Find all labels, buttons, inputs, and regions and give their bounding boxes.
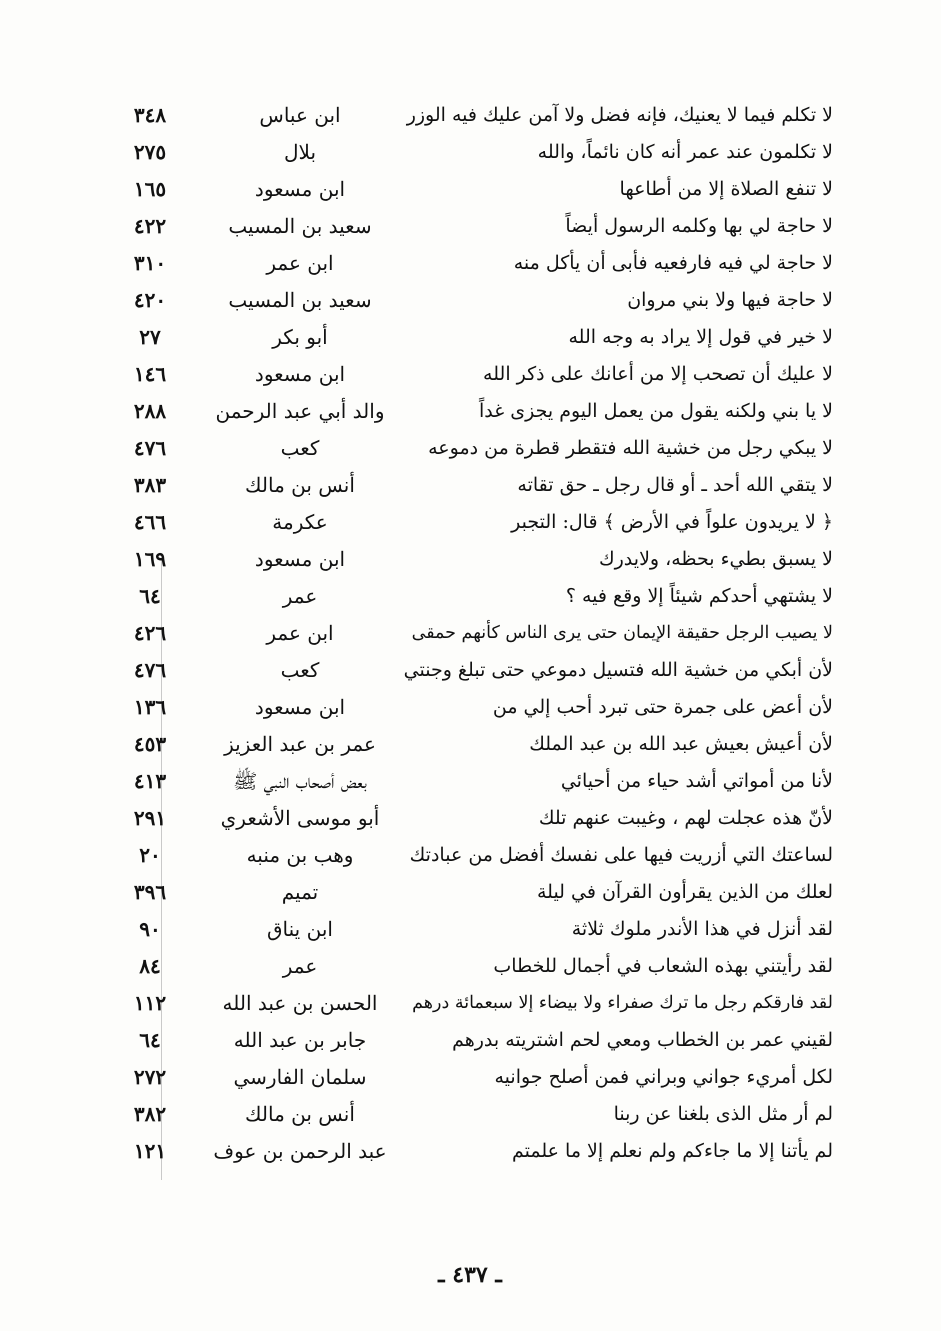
narrator-name: أبو موسى الأشعري <box>220 806 380 830</box>
saying-text: لا يا بني ولكنه يقول من يعمل اليوم يجزى غداً <box>479 400 833 422</box>
narrator-name: ابن عمر <box>266 621 334 645</box>
index-row <box>0 504 941 541</box>
index-table <box>0 97 941 1170</box>
page-reference: ٣٨٢ <box>133 1102 167 1126</box>
page-reference: ١٦٥ <box>133 177 167 201</box>
page-reference: ٣٩٦ <box>133 880 167 904</box>
index-row <box>0 985 941 1022</box>
page-reference: ٨٤ <box>139 954 161 978</box>
saying-text: لا يسبق بطيء بحظه، ولايدرك <box>598 548 833 570</box>
index-row <box>0 282 941 319</box>
narrator-name: ابن عمر <box>266 251 334 275</box>
index-row <box>0 726 941 763</box>
saying-text: لقد فارقكم رجل ما ترك صفراء ولا بيضاء إلا سبعمائة درهم <box>412 993 833 1013</box>
saying-text: لا تكلم فيما لا يعنيك، فإنه فضل ولا آمن عليك فيه الوزر <box>406 104 833 126</box>
saying-text: لا يبكي رجل من خشية الله فتقطر قطرة من دموعه <box>428 437 833 459</box>
page-reference: ٣٨٣ <box>133 473 167 497</box>
page-number: ـ ٤٣٧ ـ <box>438 1262 502 1288</box>
index-row <box>0 208 941 245</box>
page-reference: ٤١٣ <box>133 769 167 793</box>
index-row <box>0 911 941 948</box>
page-reference: ٤٥٣ <box>133 732 167 756</box>
page-reference: ٢٧٥ <box>133 140 167 164</box>
saying-text: لا حاجة لي بها وكلمه الرسول أيضاً <box>565 215 833 237</box>
page-reference: ٩٠ <box>139 917 161 941</box>
narrator-name: الحسن بن عبد الله <box>222 991 378 1015</box>
saying-text: لا تكلمون عند عمر أنه كان نائماً، والله <box>537 141 833 163</box>
index-row <box>0 578 941 615</box>
saying-text: لم أر مثل الذى بلغنا عن ربنا <box>613 1103 833 1125</box>
index-row <box>0 874 941 911</box>
narrator-name: ابن مسعود <box>254 695 346 719</box>
saying-text: لأن أعض على جمرة حتى تبرد أحب إلي من <box>492 696 833 718</box>
page-reference: ٣١٠ <box>133 251 167 275</box>
narrator-name: سعيد بن المسيب <box>228 288 372 312</box>
index-row <box>0 541 941 578</box>
saying-text: ﴿ لا يريدون علواً في الأرض ﴾ قال: التجبر <box>511 511 833 533</box>
saying-text: لا حاجة لي فيه فارفعيه فأبى أن يأكل منه <box>513 252 833 274</box>
narrator-name: عكرمة <box>272 510 328 534</box>
page-reference: ١٣٦ <box>133 695 167 719</box>
saying-text: لا يصيب الرجل حقيقة الإيمان حتى يرى الناس كأنهم حمقى <box>411 623 833 643</box>
page-reference: ١٢١ <box>133 1139 167 1163</box>
narrator-name: ابن مسعود <box>254 362 346 386</box>
narrator-name: ابن يناق <box>267 917 333 941</box>
narrator-name: عمر بن عبد العزيز <box>224 732 376 756</box>
index-row <box>0 430 941 467</box>
page-reference: ٦٤ <box>139 1028 161 1052</box>
index-row <box>0 1133 941 1170</box>
index-row <box>0 800 941 837</box>
page-reference: ٣٤٨ <box>133 103 167 127</box>
saying-text: لقيني عمر بن الخطاب ومعي لحم اشتريته بدرهم <box>452 1029 833 1051</box>
page-reference: ٤٧٦ <box>133 436 167 460</box>
narrator-name: كعب <box>280 658 320 682</box>
page-reference: ١٤٦ <box>133 362 167 386</box>
index-row <box>0 837 941 874</box>
saying-text: لا يتقي الله أحد ـ أو قال رجل ـ حق تقاته <box>517 474 833 496</box>
narrator-name: ابن مسعود <box>254 547 346 571</box>
page-reference: ٢٩١ <box>133 806 167 830</box>
index-row <box>0 356 941 393</box>
narrator-name: أنس بن مالك <box>245 1102 355 1126</box>
page-reference: ٢٨٨ <box>133 399 167 423</box>
index-row <box>0 171 941 208</box>
index-row <box>0 467 941 504</box>
narrator-name: ابن عباس <box>259 103 341 127</box>
page-reference: ٤٧٦ <box>133 658 167 682</box>
narrator-name: أنس بن مالك <box>245 473 355 497</box>
saying-text: لكل أمريء جواني وبراني فمن أصلح جوانيه <box>494 1066 833 1088</box>
index-row <box>0 948 941 985</box>
index-row <box>0 134 941 171</box>
saying-text: لأنا من أمواتي أشد حياء من أحيائي <box>560 770 833 792</box>
saying-text: لا يشتهي أحدكم شيئاً إلا وقع فيه ؟ <box>565 585 833 607</box>
index-row <box>0 652 941 689</box>
saying-text: لا تنفع الصلاة إلا من أطاعها <box>619 178 833 200</box>
narrator-name: عمر <box>282 584 318 608</box>
index-row <box>0 1022 941 1059</box>
narrator-name: عمر <box>282 954 318 978</box>
page-reference: ٢٠ <box>139 843 161 867</box>
page-reference: ٢٧٢ <box>133 1065 167 1089</box>
index-row <box>0 689 941 726</box>
saying-text: لا حاجة فيها ولا بني مروان <box>627 289 833 311</box>
saying-text: لا عليك أن تصحب إلا من أعانك على ذكر الله <box>483 363 833 385</box>
page-reference: ٤٢٢ <box>133 214 167 238</box>
saying-text: لأنّ هذه عجلت لهم ، وغيبت عنهم تلك <box>538 807 833 829</box>
index-row <box>0 97 941 134</box>
index-row <box>0 245 941 282</box>
page-reference: ٤٦٦ <box>133 510 167 534</box>
saying-text: لأن أعيش بعيش عبد الله بن عبد الملك <box>529 733 833 755</box>
saying-text: لقد رأيتني بهذه الشعاب في أجمال للخطاب <box>493 955 833 977</box>
page-reference: ١١٢ <box>133 991 167 1015</box>
saying-text: لعلك من الذين يقرأون القرآن في ليلة <box>536 881 833 903</box>
narrator-name: سلمان الفارسي <box>233 1065 367 1089</box>
index-row <box>0 393 941 430</box>
index-row <box>0 1059 941 1096</box>
narrator-name: عبد الرحمن بن عوف <box>213 1139 387 1163</box>
narrator-name: تميم <box>281 880 319 904</box>
narrator-name: كعب <box>280 436 320 460</box>
saying-text: لقد أنزل في هذا الأندر ملوك ثلاثة <box>571 918 833 940</box>
narrator-name: بلال <box>283 140 317 164</box>
saying-text: لا خير في قول إلا يراد به وجه الله <box>568 326 833 348</box>
narrator-name: بعض أصحاب النبي ﷺ <box>233 769 367 793</box>
index-row <box>0 763 941 800</box>
page-reference: ٤٢٦ <box>133 621 167 645</box>
index-row <box>0 1096 941 1133</box>
page-reference: ٦٤ <box>139 584 161 608</box>
narrator-name: سعيد بن المسيب <box>228 214 372 238</box>
index-row <box>0 319 941 356</box>
narrator-name: والد أبي عبد الرحمن <box>215 399 385 423</box>
saying-text: لساعتك التي أزريت فيها على نفسك أفضل من عبادتك <box>409 844 833 866</box>
narrator-name: وهب بن منبه <box>246 843 354 867</box>
page-reference: ٤٢٠ <box>133 288 167 312</box>
index-row <box>0 615 941 652</box>
page-reference: ١٦٩ <box>133 547 167 571</box>
narrator-name: ابن مسعود <box>254 177 346 201</box>
narrator-name: أبو بكر <box>272 325 328 349</box>
narrator-name: جابر بن عبد الله <box>233 1028 367 1052</box>
page-reference: ٢٧ <box>139 325 161 349</box>
saying-text: لم يأتنا إلا ما جاءكم ولم نعلم إلا ما علمتم <box>512 1140 833 1162</box>
saying-text: لأن أبكي من خشية الله فتسيل دموعي حتى تبلغ وجنتي <box>403 659 833 681</box>
